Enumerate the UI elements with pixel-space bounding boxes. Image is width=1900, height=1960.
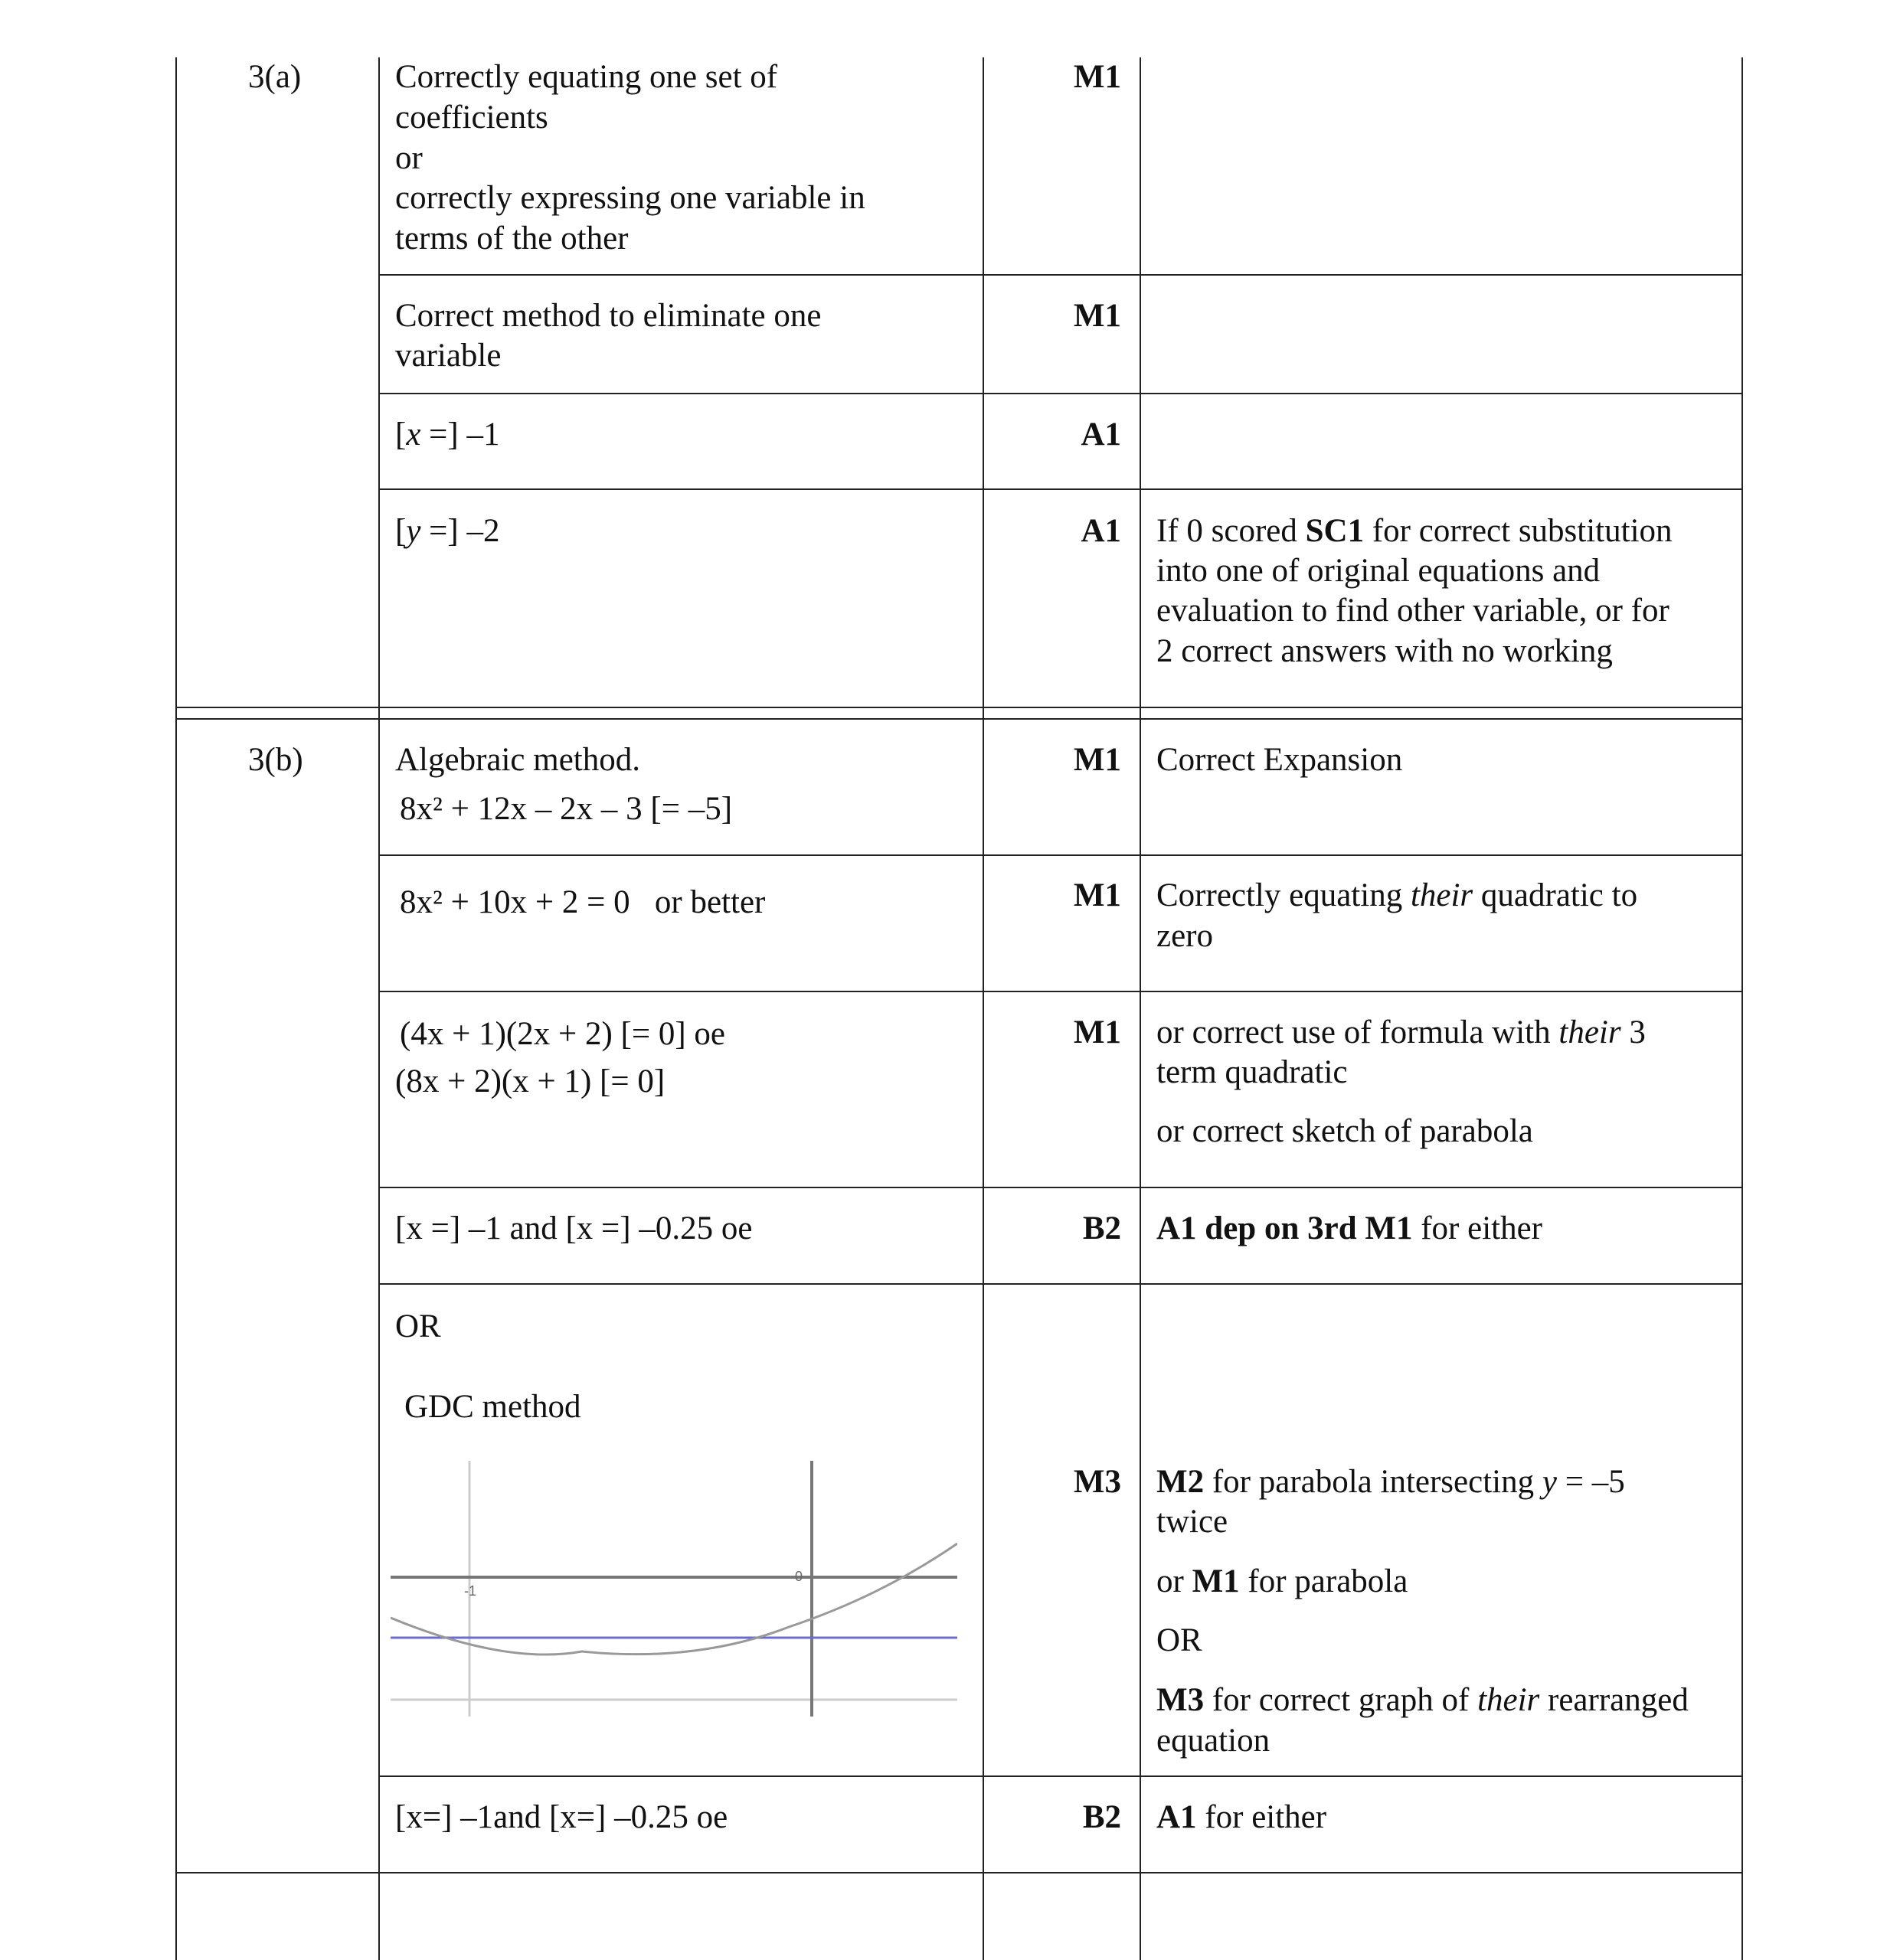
b1-equation: 8x² + 12x – 2x – 3 [= –5]: [400, 791, 733, 827]
a3-answer: [x =] –1: [395, 416, 500, 452]
b6-mark: B2: [1082, 1799, 1121, 1835]
question-label-3a: 3(a): [248, 59, 302, 95]
a4-mark: A1: [1081, 513, 1121, 549]
b4-mark: B2: [1082, 1210, 1121, 1246]
b6-answer: [x=] –1and [x=] –0.25 oe: [395, 1799, 728, 1835]
b1-mark: M1: [1073, 742, 1121, 778]
b3-note-line-3: or correct sketch of parabola: [1156, 1113, 1533, 1149]
b5-note-1-line-2: twice: [1156, 1504, 1228, 1540]
b2-mark: M1: [1073, 877, 1121, 913]
b2-note: Correctly equating their quadratic to: [1156, 877, 1638, 913]
graph-label-zero: 0: [795, 1569, 803, 1584]
a3-mark: A1: [1081, 416, 1121, 452]
gdc-graph: [391, 1455, 957, 1723]
b4-answer: [x =] –1 and [x =] –0.25 oe: [395, 1210, 753, 1246]
b3-mark: M1: [1073, 1014, 1121, 1050]
graph-label-minus-1: -1: [464, 1583, 477, 1599]
a4-note-line-3: evaluation to find other variable, or for: [1156, 593, 1669, 629]
b3-equation-1: (4x + 1)(2x + 2) [= 0] oe: [400, 1016, 726, 1052]
b4-note: A1 dep on 3rd M1 for either: [1156, 1210, 1542, 1246]
a4-note-line-4: 2 correct answers with no working: [1156, 633, 1613, 669]
b5-mark: M3: [1073, 1464, 1121, 1500]
a1-line-1: Correctly equating one set of: [395, 59, 778, 95]
b5-or: OR: [395, 1308, 441, 1344]
a4-note-line-2: into one of original equations and: [1156, 553, 1601, 589]
b5-note-4: M3 for correct graph of their rearranged: [1156, 1682, 1689, 1718]
b1-heading: Algebraic method.: [395, 742, 641, 778]
b2-equation: 8x² + 10x + 2 = 0 or better: [400, 884, 766, 920]
b5-heading: GDC method: [404, 1389, 581, 1425]
a1-line-4: correctly expressing one variable in: [395, 180, 865, 216]
b5-note-3: OR: [1156, 1622, 1202, 1658]
a1-line-5: terms of the other: [395, 220, 629, 256]
b6-note: A1 for either: [1156, 1799, 1327, 1835]
a2-mark: M1: [1073, 298, 1121, 334]
b3-note-line-2: term quadratic: [1156, 1054, 1348, 1090]
a4-answer: [y =] –2: [395, 513, 500, 549]
b5-note-4-line-2: equation: [1156, 1723, 1270, 1759]
b3-note: or correct use of formula with their 3: [1156, 1014, 1646, 1050]
question-label-3b: 3(b): [248, 742, 303, 778]
b5-note-2: or M1 for parabola: [1156, 1563, 1408, 1599]
a1-line-3: or: [395, 140, 423, 176]
b1-note: Correct Expansion: [1156, 742, 1403, 778]
b2-note-line-2: zero: [1156, 918, 1213, 954]
b5-note-1: M2 for parabola intersecting y = –5: [1156, 1464, 1625, 1500]
a1-line-2: coefficients: [395, 100, 548, 136]
b3-equation-2: (8x + 2)(x + 1) [= 0]: [395, 1063, 665, 1099]
a4-note-sc: If 0 scored SC1 for correct substitution: [1156, 513, 1673, 549]
a2-line-2: variable: [395, 338, 502, 374]
a1-mark: M1: [1073, 59, 1121, 95]
a2-line-1: Correct method to eliminate one: [395, 298, 822, 334]
